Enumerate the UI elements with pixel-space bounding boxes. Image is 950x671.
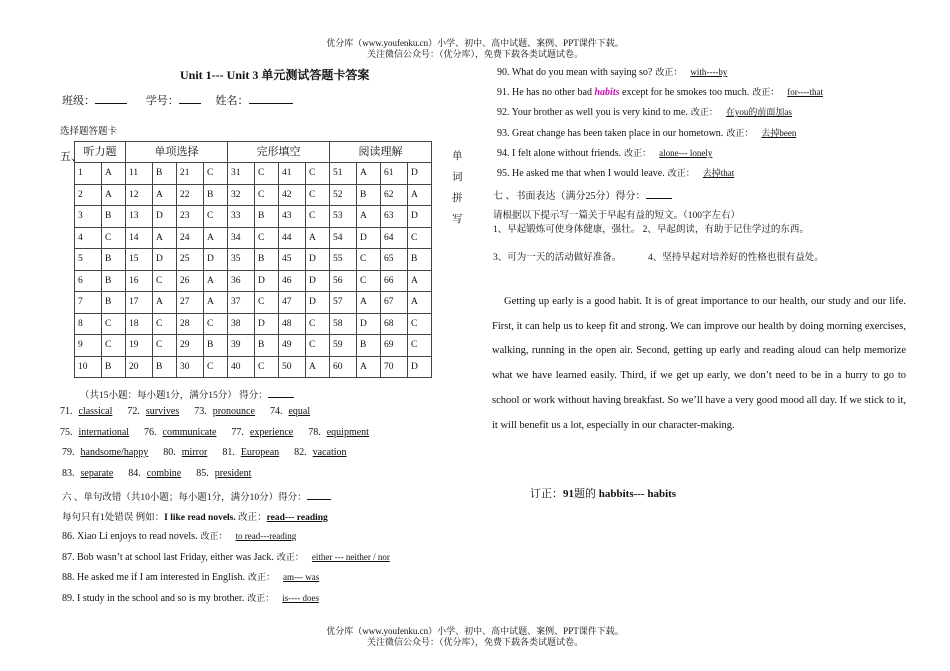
answer-letter: C [102,227,126,249]
example-prefix: 每句只有1处错误 例如： [62,513,165,523]
question-number: 64 [381,227,408,249]
correction-text: except for he smokes too much. [619,87,750,98]
answer-letter: A [204,270,228,292]
question-number: 32 [228,184,255,206]
erratum-note [530,485,676,501]
answer-letter: C [153,335,177,357]
fix-label: 改正： [247,593,275,603]
class-blank [95,93,127,104]
question-number: 13 [126,206,153,228]
question-number: 62 [381,184,408,206]
question-number: 57 [330,292,357,314]
answer-letter: B [204,335,228,357]
name-label: 姓名： [215,95,249,107]
answer-letter: C [102,313,126,335]
question-number: 53 [330,206,357,228]
spelling-number: 72. [127,406,140,417]
answer-letter: A [357,356,381,378]
correction-item [62,550,398,563]
correction-item [497,166,742,179]
correction-text: 87. Bob wasn’t at school last Friday, either was Jack. [62,552,274,563]
spelling-line [60,406,316,417]
example-fix-label: 改正： [238,513,267,523]
answer-letter: D [153,206,177,228]
answer-letter: C [306,335,330,357]
grid-row [75,249,432,271]
erratum-num: 91 [563,488,574,500]
question-number: 41 [279,163,306,185]
correction-text: 95. He asked me that when I would leave. [497,168,665,179]
spelling-number: 78. [308,427,321,438]
spelling-number: 82. [294,447,307,458]
grid-row [75,356,432,378]
answer-letter: C [408,335,432,357]
spelling-number: 74. [269,406,283,417]
answer-letter: B [102,270,126,292]
spelling-number: 77. [231,427,244,438]
spelling-number: 76. [144,427,157,438]
question-number: 42 [279,184,306,206]
answer-letter: C [306,206,330,228]
answer-letter: D [306,249,330,271]
spelling-answer: classical [78,406,113,417]
question-number: 50 [279,356,306,378]
correction-item [497,146,720,159]
spelling-answer: handsome/happy [80,447,149,458]
fix-label: 改正： [726,128,754,138]
answer-letter: B [255,335,279,357]
correction-text: 90. What do you mean with saying so? [497,67,653,78]
answer-letter: C [255,163,279,185]
answer-letter: A [153,292,177,314]
side-char: 拼 [452,193,463,204]
spelling-answer: separate [80,468,114,479]
grid-header-reading: 阅读理解 [330,142,432,163]
answer-letter: B [153,356,177,378]
correction-heading-text: 六 、单句改错（共10小题；每小题1分，满分10分）得分： [62,493,307,503]
correction-text: 88. He asked me if I am interested in English. [62,572,246,583]
score-blank [307,489,331,500]
answer-letter: A [204,227,228,249]
question-number: 9 [75,335,102,357]
spelling-answer: communicate [162,427,217,438]
correction-answer: am--- was [283,572,320,582]
answer-letter: D [357,227,381,249]
answer-letter: A [357,163,381,185]
spelling-info-text: （共15小题：每小题1分，满分15分） 得分： [80,391,268,401]
spelling-line [62,468,257,479]
answer-letter: C [255,356,279,378]
question-number: 67 [381,292,408,314]
correction-text: 93. Great change has been taken place in our hometown. [497,128,724,139]
spelling-answer: experience [249,427,294,438]
question-number: 23 [177,206,204,228]
question-number: 49 [279,335,306,357]
spelling-info [80,387,294,401]
correction-item [497,65,735,78]
spelling-line [62,447,353,458]
question-number: 28 [177,313,204,335]
student-info-row [62,92,293,108]
spelling-number: 84. [128,468,141,479]
answer-letter: B [153,163,177,185]
number-label: 学号： [145,95,179,107]
question-number: 1 [75,163,102,185]
spelling-line [60,427,375,438]
answer-letter: A [153,184,177,206]
question-number: 38 [228,313,255,335]
writing-prompt: 请根据以下提示写一篇关于早起有益的短文。（100字左右） [493,211,741,221]
question-number: 8 [75,313,102,335]
correction-example [62,509,328,523]
question-number: 51 [330,163,357,185]
question-number: 55 [330,249,357,271]
answer-letter: A [102,184,126,206]
question-number: 44 [279,227,306,249]
answer-letter: D [255,270,279,292]
spelling-number: 83. [62,468,75,479]
answer-letter: C [408,227,432,249]
answer-grid [74,141,432,378]
score-blank [646,188,672,199]
spelling-answer: mirror [181,447,208,458]
answer-letter: A [204,292,228,314]
correction-answer: 去掉that [702,168,735,178]
answer-letter: C [255,227,279,249]
writing-point-4: 4、坚持早起对培养好的性格也很有益处。 [648,253,824,263]
writing-heading-text: 七 、书面表达（满分25分）得分： [493,191,646,202]
spelling-answer: equal [288,406,311,417]
grid-row [75,163,432,185]
correction-answer: for----that [787,87,824,97]
correction-text: 89. I study in the school and so is my brother. [62,593,245,604]
correction-text: 91. He has no other bad [497,87,595,98]
question-number: 2 [75,184,102,206]
question-number: 46 [279,270,306,292]
writing-points-1-2 [493,221,809,235]
question-number: 61 [381,163,408,185]
question-number: 48 [279,313,306,335]
question-number: 7 [75,292,102,314]
question-number: 19 [126,335,153,357]
answer-letter: A [357,292,381,314]
answer-letter: C [306,163,330,185]
correction-text: 94. I felt alone without friends. [497,148,622,159]
spelling-number: 81. [222,447,235,458]
spelling-number: 73. [194,406,207,417]
spelling-number: 85. [196,468,209,479]
correction-answer: 去掉been [761,128,797,138]
correction-heading [62,489,331,503]
question-number: 40 [228,356,255,378]
question-number: 54 [330,227,357,249]
correction-item [497,85,831,98]
writing-point-3: 3、可为一天的活动做好准备。 [493,253,622,263]
grid-header-listening: 听力题 [75,142,126,163]
question-number: 16 [126,270,153,292]
score-blank [268,387,294,398]
correction-item [62,591,327,604]
answer-letter: C [357,249,381,271]
question-number: 24 [177,227,204,249]
answer-letter: D [306,292,330,314]
question-number: 39 [228,335,255,357]
answer-letter: A [408,184,432,206]
answer-letter: B [102,356,126,378]
answer-letter: B [255,249,279,271]
question-number: 58 [330,313,357,335]
essay-text: Getting up early is a good habit. It is of great importance to our health, our study and our life. First, it can help us to keep fit and strong. We can improve our health by doing morning exercises, walking, running in the open air. Second, getting up early and reading aloud can help memorize what we have learned easily. Third, if we get up early, we don’t need to be in a hurry to go to school or work without having breakfast. So we’ll have a very good mood all day. If we stick to it, it will benefit us a lot, especially in our character-making. [492,296,906,431]
grid-row [75,313,432,335]
spelling-answer: survives [145,406,180,417]
spelling-number: 80. [163,447,176,458]
question-number: 59 [330,335,357,357]
answer-letter: D [408,356,432,378]
question-number: 31 [228,163,255,185]
answer-letter: D [153,249,177,271]
answer-letter: D [357,313,381,335]
question-number: 3 [75,206,102,228]
answer-letter: C [153,313,177,335]
question-number: 68 [381,313,408,335]
question-number: 69 [381,335,408,357]
question-number: 29 [177,335,204,357]
example-fix: read--- reading [266,513,328,523]
question-number: 20 [126,356,153,378]
spelling-answer: international [78,427,130,438]
fix-label: 改正： [752,87,780,97]
correction-item [497,105,800,118]
correction-item [497,126,804,139]
page-title: Unit 1--- Unit 3 单元测试答题卡答案 [180,68,370,82]
answer-letter: C [204,313,228,335]
question-number: 12 [126,184,153,206]
correction-answer: 在you的前面加as [725,107,792,117]
side-char: 单 [452,151,463,162]
spelling-answer: pronounce [212,406,255,417]
class-label: 班级： [62,95,95,107]
fix-label: 改正： [690,107,718,117]
correction-text: 86. Xiao Li enjoys to read novels. [62,531,198,542]
question-number: 14 [126,227,153,249]
question-number: 35 [228,249,255,271]
grid-row [75,270,432,292]
answer-letter: C [306,313,330,335]
spelling-answer: president [214,468,252,479]
question-number: 63 [381,206,408,228]
side-char: 词 [452,172,463,183]
answer-letter: A [357,206,381,228]
highlighted-word: habits [594,87,620,98]
question-number: 33 [228,206,255,228]
answer-letter: C [204,356,228,378]
answer-letter: C [408,313,432,335]
side-char: 写 [452,214,463,225]
question-number: 37 [228,292,255,314]
answer-letter: B [102,206,126,228]
grid-row [75,184,432,206]
footer-line-1: 优分库（www.youfenku.cn）小学、初中、高中试题、案例、PPT课件下载。 [326,626,624,636]
answer-letter: C [255,184,279,206]
question-number: 21 [177,163,204,185]
example-sentence: I like read novels. [164,513,236,523]
question-number: 45 [279,249,306,271]
question-number: 60 [330,356,357,378]
header-line-2: 关注微信公众号：（优分库），免费下载各类试题试卷。 [366,49,583,59]
spelling-answer: vacation [312,447,347,458]
answer-letter: A [306,356,330,378]
answer-letter: D [408,206,432,228]
answer-letter: B [357,335,381,357]
answer-letter: D [306,270,330,292]
spelling-number: 71. [60,406,73,417]
fix-label: 改正： [667,168,695,178]
correction-answer: either --- neither / nor [311,552,390,562]
erratum-prefix: 订正： [530,488,563,500]
answer-letter: A [408,270,432,292]
correction-answer: alone--- lonely [659,148,713,158]
grid-header-single-choice: 单项选择 [126,142,228,163]
erratum-middle: 题的 [574,488,596,500]
fix-label: 改正： [655,67,683,77]
correction-item [62,570,327,583]
spelling-number: 79. [62,447,75,458]
section-five-label: 五、 [60,151,82,163]
answer-letter: B [102,292,126,314]
correction-item [62,529,304,542]
writing-heading [493,187,672,202]
fix-label: 改正： [248,572,276,582]
footer-line-2: 关注微信公众号：（优分库），免费下载各类试题试卷。 [366,637,583,647]
correction-answer: is---- does [282,593,319,603]
question-number: 27 [177,292,204,314]
grid-header-cloze: 完形填空 [228,142,330,163]
erratum-fix: habbits--- habits [598,488,677,500]
number-blank [179,93,201,104]
question-number: 25 [177,249,204,271]
question-number: 15 [126,249,153,271]
writing-point-2: 2、早起朗读，有助于记住学过的东西。 [642,225,809,235]
answer-letter: C [153,270,177,292]
question-number: 17 [126,292,153,314]
question-number: 6 [75,270,102,292]
question-number: 18 [126,313,153,335]
correction-text: 92. Your brother as well you is very kind to me. [497,107,688,118]
answer-letter: B [255,206,279,228]
answer-letter: C [357,270,381,292]
question-number: 26 [177,270,204,292]
answer-letter: A [102,163,126,185]
answer-letter: B [102,249,126,271]
correction-answer: with----by [690,67,728,77]
question-number: 56 [330,270,357,292]
spelling-answer: European [240,447,280,458]
header-line-1: 优分库（www.youfenku.cn）小学、初中、高中试题、案例、PPT课件下载。 [326,38,624,48]
grid-row [75,206,432,228]
fix-label: 改正： [276,552,304,562]
question-number: 47 [279,292,306,314]
grid-row [75,227,432,249]
answer-letter: C [102,335,126,357]
question-number: 43 [279,206,306,228]
question-number: 52 [330,184,357,206]
question-number: 22 [177,184,204,206]
answer-letter: C [306,184,330,206]
question-number: 5 [75,249,102,271]
answer-letter: B [357,184,381,206]
name-blank [249,93,293,104]
spelling-side-label [452,146,463,230]
question-number: 36 [228,270,255,292]
question-number: 10 [75,356,102,378]
question-number: 66 [381,270,408,292]
grid-row [75,292,432,314]
answer-letter: D [408,163,432,185]
answer-letter: C [204,163,228,185]
question-number: 30 [177,356,204,378]
grid-row [75,335,432,357]
answer-letter: B [204,184,228,206]
question-number: 4 [75,227,102,249]
answer-letter: A [408,292,432,314]
question-number: 11 [126,163,153,185]
answer-letter: C [204,206,228,228]
spelling-answer: equipment [326,427,369,438]
question-number: 34 [228,227,255,249]
question-number: 65 [381,249,408,271]
fix-label: 改正： [624,148,652,158]
spelling-number: 75. [60,427,73,438]
correction-answer: to read---reading [235,531,297,541]
answer-letter: A [153,227,177,249]
choice-section-label: 选择题答题卡 [60,127,118,137]
answer-letter: B [408,249,432,271]
answer-letter: A [306,227,330,249]
spelling-answer: combine [146,468,182,479]
fix-label: 改正： [200,531,228,541]
question-number: 70 [381,356,408,378]
answer-letter: D [255,313,279,335]
answer-letter: D [204,249,228,271]
answer-letter: C [255,292,279,314]
writing-point-1: 1、早起锻炼可使身体健康，强壮。 [493,225,641,235]
